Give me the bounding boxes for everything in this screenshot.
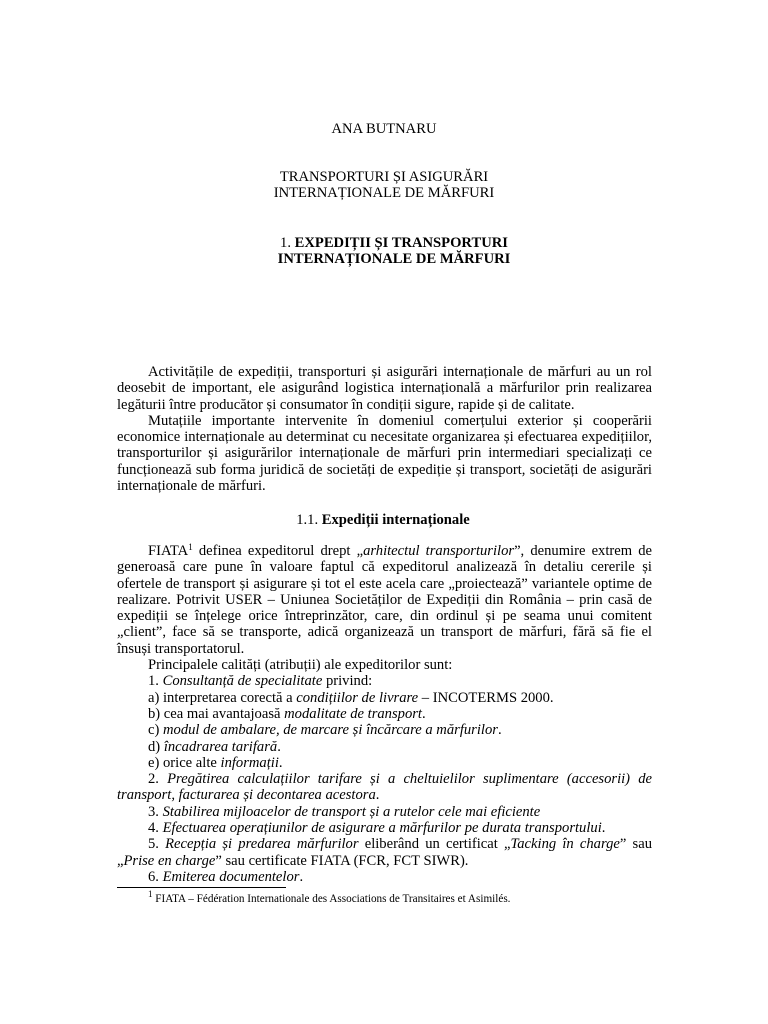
list-intro: Principalele calități (atribuții) ale expeditorilor sunt:	[148, 657, 453, 674]
chapter-title-line2: INTERNAȚIONALE DE MĂRFURI	[277, 251, 511, 268]
intro-section	[117, 364, 652, 494]
chapter-title-line1: EXPEDIȚII ȘI TRANSPORTURI	[294, 235, 508, 251]
section-title: Expediții internaționale	[321, 512, 470, 528]
fiata-paragraph: FIATA$^1$ definea expeditorul drept „arhitectul transporturilor”, denumire extrem de generoasă care pune în valoare faptul că expeditorul analizează în detaliu cererile și ofertele de transport și asigurare și tot el este acela care „proiectează” variantele optime de realizare. Potrivit USER – Uniunea Societăților de Expediții din România – prin casă de expediții se înțelege orice întreprinzător, care, din ordinul și pe seama unui comitent „client”, face să se transporte, adică organizează un transport de mărfuri, fără să fie el însuși transportatorul.	[117, 542, 652, 657]
list-item-4: 4. Efectuarea operațiunilor de asigurare a mărfurilor pe durata transportului.	[148, 820, 606, 837]
book-title-line1: TRANSPORTURI ȘI ASIGURĂRI	[279, 169, 489, 185]
chapter-heading	[10, 235, 768, 268]
list-item-6: 6. Emiterea documentelor.	[148, 868, 304, 885]
list-item-1e: e) orice alte informații.	[148, 754, 283, 771]
list-item-1a: a) interpretarea corectă a condițiilor de livrare – INCOTERMS 2000.	[148, 689, 554, 706]
chapter-number: 1.	[280, 235, 291, 251]
section-body	[117, 543, 652, 885]
footnote-text: FIATA – Fédération Internationale des Associations de Transitaires et Asimilés.	[152, 893, 511, 905]
footnote	[148, 889, 511, 906]
footnote-ref[interactable]: 1	[188, 542, 193, 552]
book-title	[0, 169, 768, 202]
list-item-1b: b) cea mai avantajoasă modalitate de transport.	[148, 705, 426, 722]
book-title-line2: INTERNAȚIONALE DE MĂRFURI	[273, 185, 495, 202]
intro-paragraph-2: Mutațiile importante intervenite în domeniul comerțului exterior și cooperării economice internaționale au determinat cu necesitate organizarea și efectuarea expedițiilor, transporturilor și asigurărilor internaționale de mărfuri prin intermediari specializați ce funcționează sub forma juridică de societăți de expediție și transport, societăți de asigurări internaționale de mărfuri.	[117, 412, 652, 495]
section-heading	[0, 512, 767, 528]
footnote-separator	[117, 887, 286, 888]
author-name: ANA BUTNARU	[331, 121, 437, 137]
list-item-1c: c) modul de ambalare, de marcare și încărcare a mărfurilor.	[148, 722, 502, 739]
list-item-1d: d) încadrarea tarifară.	[148, 738, 281, 755]
list-item-2: 2. Pregătirea calculațiilor tarifare și a cheltuielilor suplimentare (accesorii) de transport, facturarea și decontarea acestora.	[117, 771, 653, 804]
list-item-5: 5. Recepția și predarea mărfurilor eliberând un certificat „Tacking în charge” sau „Prise en charge” sau certificate FIATA (FCR, FCT SIWR).	[117, 836, 652, 869]
list-item-3: 3. Stabilirea mijloacelor de transport și a rutelor cele mai eficiente	[148, 803, 541, 820]
intro-paragraph-1: Activitățile de expediții, transporturi și asigurări internaționale de mărfuri au un rol deosebit de important, ele asigurând logistica internațională a mărfurilor prin realizarea legăturii între producător și consumator în condiții sigure, rapide și de calitate.	[117, 364, 652, 413]
section-number: 1.1.	[296, 512, 319, 528]
list-item-1: 1. Consultanță de specialitate privind:	[148, 673, 373, 690]
footnote-marker: 1	[148, 889, 153, 899]
